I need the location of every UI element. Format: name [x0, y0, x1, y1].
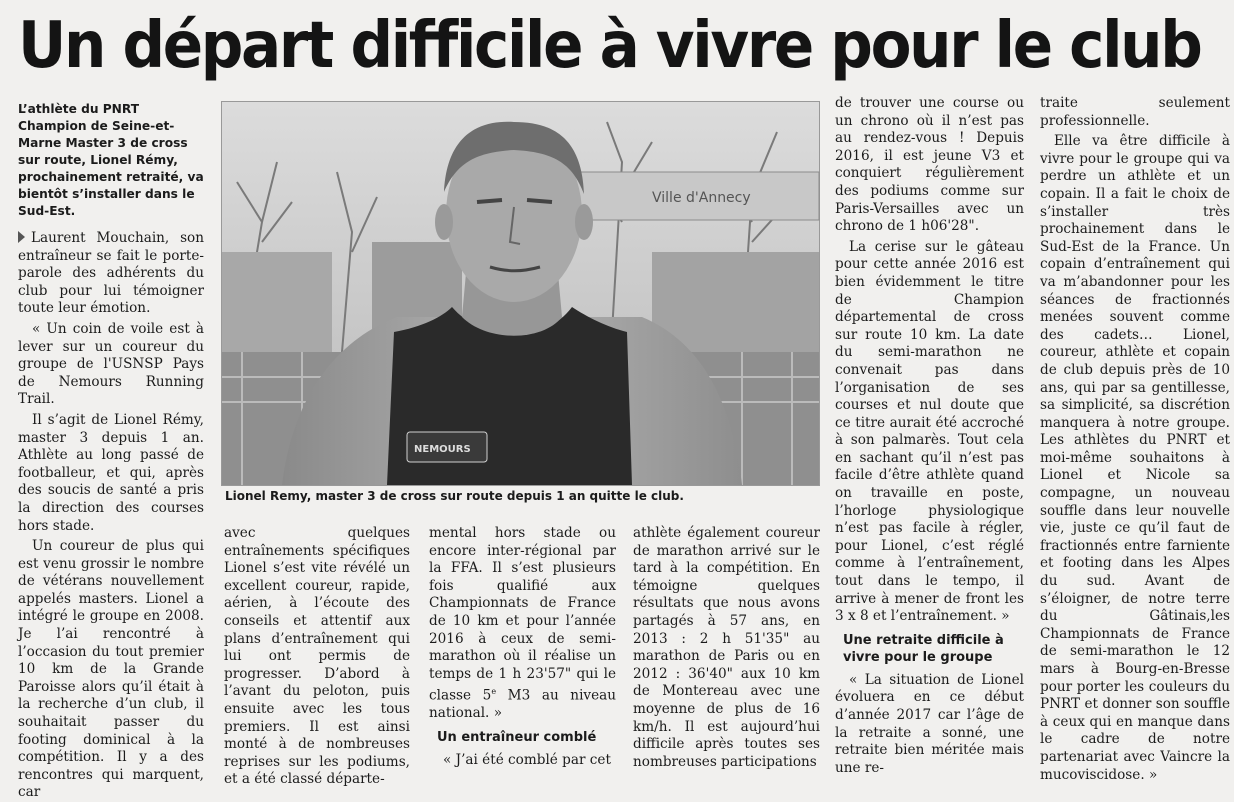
lede: L’athlète du PNRT Champion de Seine-et-Marne Master 3 de cross sur route, Lionel Rémy, prochainement retraité, va bientôt s’installer dans le Sud-Est.: [18, 102, 204, 218]
paragraph: Un coureur de plus qui est venu grossir le nombre de vétérans nouvellement appelés masters. Lionel a intégré le groupe en 2008. Je l’ai rencontré à l’occasion du tout premier 10 km de la Grande Paroisse alors qu’il était à la recherche d’un club, il souhaitait passer du footing dominical à la compétition. Il y a des rencontres qui marquent, car: [18, 538, 204, 801]
runner-photo-image: [222, 102, 819, 485]
subhead: Une retraite difficile à vivre pour le groupe: [843, 632, 1004, 665]
column-1: [18, 101, 204, 801]
column-2: [224, 525, 410, 788]
paragraph: Elle va être difficile à vivre pour le groupe qui va perdre un athlète et un copain. Il a fait le choix de s’installer très prochainement dans le Sud-Est de la France. Un copain d’entraînement qui va m’abandonner pour les séances de fractionnés menées souvent comme des cadets… Lionel, coureur, athlète et copain de club depuis près de 10 ans, qui par sa gentillesse, sa simplicité, sa discrétion manquera à notre groupe. Les athlètes du PNRT et moi-même souhaitons à Lionel et Nicole sa compagne, un nouveau souffle dans leur nouvelle vie, juste ce qu’il faut de fractionnés entre farniente et footing dans les Alpes du sud. Avant de s’éloigner, de notre terre du Gâtinais,les Championnats de France de semi-marathon le 12 mars à Bourg-en-Bresse pour porter les couleurs du PNRT et donner son souffle à ceux qui en manque dans le cadre de notre partenariat avec Vaincre la mucoviscidose. »: [1040, 133, 1230, 783]
paragraph: « J’ai été comblé par cet: [443, 752, 611, 769]
paragraph: avec quelques entraînements spécifiques Lionel s’est vite révélé un excellent coureur, rapide, aérien, à l’écoute des conseils et attentif aux plans d’entraînement qui lui ont permis de progresser. D’abord à l’avant du peloton, puis ensuite avec les tous premiers. Il est ainsi monté à de nombreuses reprises sur les podiums, et a été classé départe-: [224, 525, 410, 788]
banner-text: Ville d'Annecy: [652, 190, 751, 206]
paragraph: « La situation de Lionel évoluera en ce début d’année 2017 car l’âge de la retraite a sonné, une retraite bien méritée mais une re-: [835, 671, 1024, 776]
column-4: [633, 525, 820, 773]
paragraph: « Un coin de voile est à lever sur un coureur du groupe de l'USNSP Pays de Nemours Running Trail.: [18, 320, 204, 408]
bullet-icon: [18, 231, 25, 243]
paragraph: traite seulement professionnelle.: [1040, 95, 1230, 129]
paragraph: mental hors stade ou encore inter-régional par la FFA. Il s’est plusieurs fois qualifié aux Championnats de France de 10 km et pour l’année 2016 à ceux de semi-marathon où il réalise un temps de 1 h 23'57" qui le classe 5e M3 au niveau national. »: [429, 525, 616, 722]
column-5: [835, 95, 1024, 776]
paragraph: La cerise sur le gâteau pour cette année 2016 est bien évidemment le titre de Champion départemental de cross sur route 10 km. La date du semi-marathon ne convenait pas dans l’organisation de ses courses et nul doute que ce titre aurait été accroché à son palmarès. Tout cela en sachant qu’il n’est pas facile d’être athlète quand on travaille en poste, l’horloge physiologique n’est pas facile à régler, pour Lionel, c’est réglé comme à l’entraînement, tout dans le tempo, il arrive à mener de front les 3 x 8 et l’entraînement. »: [835, 238, 1024, 625]
paragraph: Il s’agit de Lionel Rémy, master 3 depuis 1 an. Athlète au long passé de footballeur, et qui, après des soucis de santé a pris la direction des courses hors stade.: [18, 411, 204, 534]
column-3: [429, 525, 616, 773]
paragraph: de trouver une course ou un chrono où il n’est pas au rendez-vous ! Depuis 2016, il est jeune V3 et conquiert régulièrement des podiums comme sur Paris-Versailles avec un chrono de 1 h06'28".: [835, 95, 1024, 235]
headline: Un départ difficile à vivre pour le club: [18, 9, 1201, 83]
article-photo: [221, 101, 820, 486]
paragraph: athlète également coureur de marathon arrivé sur le tard à la compétition. En témoigne quelques résultats que nous avons partagés à 57 ans, en 2013 : 2 h 51'35" au marathon de Paris ou en 2012 : 36'40" aux 10 km de Montereau avec une moyenne de plus de 16 km/h. Il est aujourd’hui difficile après toutes ses nombreuses participations: [633, 525, 820, 770]
bib-text: NEMOURS: [414, 444, 471, 455]
photo-caption: Lionel Remy, master 3 de cross sur route depuis 1 an quitte le club.: [225, 489, 684, 503]
column-6: [1040, 95, 1230, 783]
subhead: Un entraîneur comblé: [437, 730, 597, 746]
paragraph: Laurent Mouchain, son entraîneur se fait le porte-parole des adhérents du club pour lui témoigner toute leur émotion.: [18, 230, 204, 317]
